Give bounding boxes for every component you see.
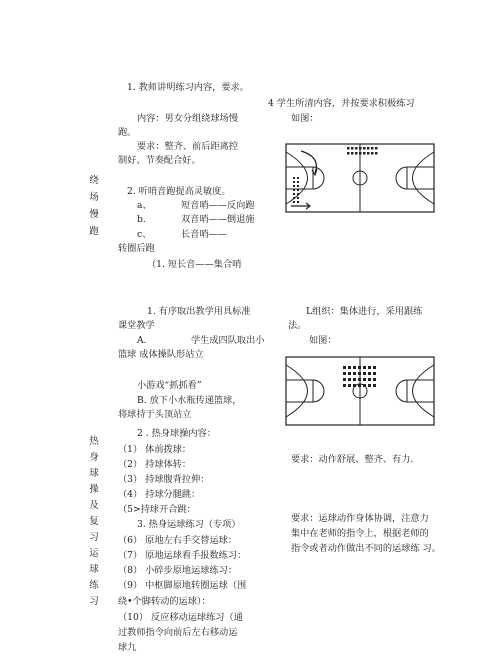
- player-markers: [293, 147, 378, 203]
- text-line: 4 学生所清内容，并按要求积极练习: [268, 98, 415, 109]
- basketball-court-diagram-2: [285, 356, 435, 426]
- text-line: （1） 体前拨球：: [118, 444, 192, 455]
- text-line: （3） 持球腹背拉伸：: [118, 474, 210, 485]
- text-line: 双音哨——倒退施: [181, 214, 255, 225]
- text-line: 跑。: [118, 127, 137, 138]
- text-line: 指令或者动作做出不同的运球练 习。: [291, 543, 441, 554]
- text-line: 过教师指令向前后左右移动运: [118, 627, 238, 638]
- text-line: （9） 中枢脚原地转圈运球（围: [118, 580, 247, 591]
- text-line: （8） 小碎步原地运球练习：: [118, 565, 238, 576]
- basketball-court-diagram-1: [285, 143, 435, 213]
- text-line: 1. 有序取出教学用具标准: [147, 306, 251, 317]
- text-line: 2 . 热身球操内容：: [137, 428, 216, 439]
- text-line: 要求：动作舒展、整齐、有力.: [291, 454, 414, 465]
- text-line: 绕•个脚转动的运球）：: [118, 596, 211, 607]
- text-line: 法。: [288, 320, 307, 331]
- text-line: （7） 原地运球看手报数练习：: [118, 550, 247, 561]
- text-line: （10） 反应移动运球练习（通: [118, 612, 243, 623]
- text-line: B. 放下小水瓶传递篮球，: [137, 395, 242, 406]
- text-line: 内容：男女分组绕球场慢: [137, 113, 239, 124]
- text-line: A.: [137, 335, 147, 346]
- text-line: 制好、节奏配合好。: [118, 155, 201, 166]
- text-line: 如图：: [309, 335, 337, 346]
- text-line: 要求：运球动作身体协调，注意力: [291, 513, 429, 524]
- side-title-warmup-run: 绕场慢跑: [89, 175, 99, 237]
- text-line: 学生成四队取出小: [191, 335, 265, 346]
- text-line: b.: [137, 214, 146, 225]
- text-line: 课堂教学: [118, 320, 155, 331]
- text-line: 如图：: [291, 113, 319, 124]
- text-line: 球九: [118, 642, 137, 653]
- text-line: 集中在老师的指令上，根据老师的: [291, 528, 429, 539]
- text-line: （5>持球开合跳：: [118, 504, 196, 515]
- text-line: 1. 教师讲明练习内容，要求。: [127, 82, 249, 93]
- side-title-warmup-dribble: 热身球操及复习运球练习: [89, 436, 99, 607]
- text-line: （1. 短长音——集合哨: [147, 259, 242, 270]
- text-line: 将球持于头顶站立: [118, 409, 192, 420]
- text-line: 长音哨——: [181, 229, 227, 240]
- text-line: 小游戏“抓抓看”: [137, 380, 202, 391]
- text-line: （2） 持球体转：: [118, 459, 192, 470]
- text-line: （6） 原地左右手交替运球：: [118, 535, 238, 546]
- text-line: L组织：集体进行，采用跟练: [306, 306, 423, 317]
- text-line: a、: [137, 200, 152, 211]
- text-line: c、: [137, 229, 152, 240]
- text-line: 转圈后跑: [118, 243, 155, 254]
- text-line: 2. 听哨音跑提高灵敏度。: [127, 186, 231, 197]
- text-line: 3. 热身运球练习（专项）: [137, 519, 241, 530]
- text-line: 短音哨——反向跑: [181, 200, 255, 211]
- text-line: （4） 持球分腿跳：: [118, 489, 201, 500]
- text-line: 要求：整齐、前后距离控: [137, 141, 239, 152]
- text-line: 篮球 成体操队形站立: [118, 349, 204, 360]
